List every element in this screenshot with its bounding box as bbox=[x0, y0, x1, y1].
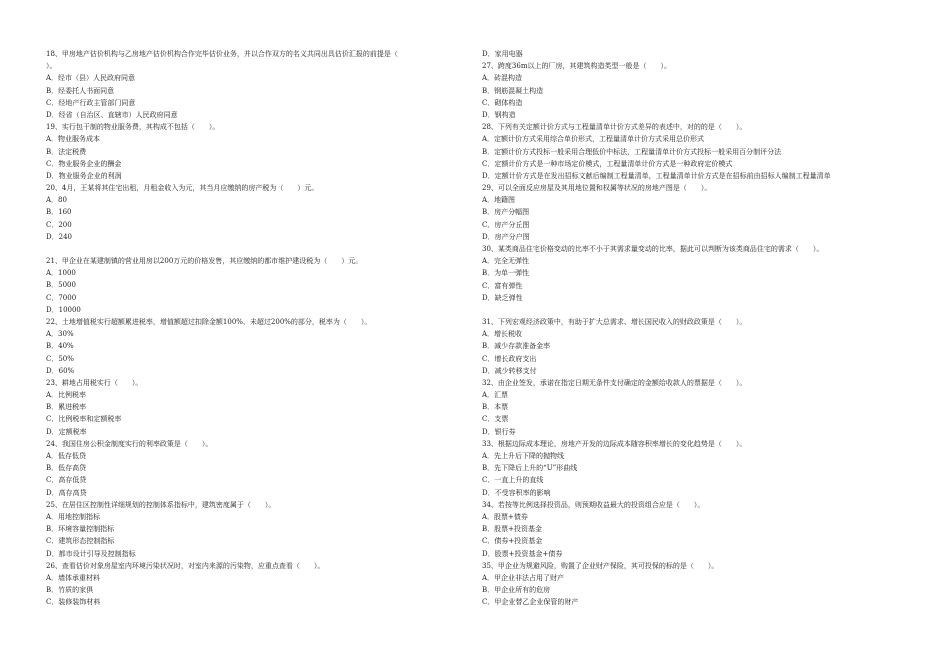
option: C．50% bbox=[46, 354, 74, 363]
option: A．甲企业非法占用了财产 bbox=[482, 573, 565, 582]
question-35-stem: 35、甲企业为规避风险，购置了企业财产保险，其可投保的标的是（ ）。 bbox=[482, 561, 719, 570]
question-33-stem: 33、根据边际成本理论，房地产开发的边际成本随容积率增长的变化趋势是（ ）。 bbox=[482, 439, 747, 448]
option: C．房产分丘图 bbox=[482, 220, 530, 229]
option: A．定额计价方式采用综合单价形式，工程量清单计价方式采用总价形式 bbox=[482, 135, 705, 144]
option: D．缺乏弹性 bbox=[482, 293, 523, 302]
option: B．环境容量控制指标 bbox=[46, 525, 115, 534]
option: C．定额计价方式是一种市场定价模式，工程量清单计价方式是一种政府定价模式 bbox=[482, 159, 733, 168]
option: D．不受容积率的影响 bbox=[482, 488, 551, 497]
option: C．装修装饰材料 bbox=[46, 598, 101, 607]
option: C．7000 bbox=[46, 293, 77, 302]
option: D．减少转移支付 bbox=[482, 366, 537, 375]
option: B．先下降后上升的“U”形曲线 bbox=[482, 464, 578, 473]
option: C．债券+投资基金 bbox=[482, 537, 543, 546]
question-34-stem: 34、若按等比例选择投资品，则预期收益最大的投资组合应是（ ）。 bbox=[482, 500, 705, 509]
option: B．为单一弹性 bbox=[482, 269, 530, 278]
option: A．完全无弹性 bbox=[482, 257, 530, 266]
option: B．甲企业所有的危房 bbox=[482, 586, 551, 595]
option: C．一直上升的直线 bbox=[482, 476, 544, 485]
option: C．甲企业替乙企业保管的财产 bbox=[482, 598, 579, 607]
option: B．5000 bbox=[46, 281, 76, 290]
option: C．高存低贷 bbox=[46, 476, 87, 485]
question-22-stem: 22、土地增值税实行超额累进税率，增值额超过扣除金额100%、未超过200%的部分，税率为（ ）。 bbox=[46, 317, 372, 326]
option: C．增长政府支出 bbox=[482, 354, 537, 363]
option: A．低存低贷 bbox=[46, 452, 87, 460]
option: D．10000 bbox=[46, 305, 81, 314]
option: D．240 bbox=[46, 232, 72, 241]
option: A．用地控制指标 bbox=[46, 512, 101, 521]
option: B．40% bbox=[46, 342, 74, 351]
option: A．80 bbox=[46, 196, 67, 205]
option: A．砖混构造 bbox=[482, 74, 523, 83]
question-19-stem: 19、实行包干制的物业服务费，其构成不包括（ ）。 bbox=[46, 123, 220, 132]
question-24-stem: 24、我国住房公积金制度实行的利率政策是（ ）。 bbox=[46, 439, 213, 448]
option: A．比例税率 bbox=[46, 391, 87, 400]
question-25-stem: 25、在居住区控制性详细规划的控制体系指标中，建筑密度属于（ ）。 bbox=[46, 500, 276, 509]
question-28-stem: 28、下列有关定额计价方式与工程量清单计价方式差异的表述中，对的的是（ ）。 bbox=[482, 123, 747, 132]
option: B．累进税率 bbox=[46, 403, 87, 412]
option: A．股票+债券 bbox=[482, 512, 528, 521]
option: A．1000 bbox=[46, 269, 76, 278]
option: A．经市（县）人民政府同意 bbox=[46, 74, 136, 83]
spacer bbox=[482, 304, 922, 316]
question-32-stem: 32、由企业签发，承诺在指定日期无条件支付确定的金额给收款人的票据是（ ）。 bbox=[482, 378, 747, 387]
question-18-stem: 18、甲房地产估价机构与乙房地产估价机构合作完毕估价业务，并以合作双方的名义共同出具估价汇报的前提是（ bbox=[46, 50, 398, 58]
option: D．钢构造 bbox=[482, 110, 516, 119]
option: B．本票 bbox=[482, 403, 509, 412]
option: D．都市设计引导及控制指标 bbox=[46, 549, 136, 558]
option: A．物业服务成本 bbox=[46, 135, 101, 144]
option: C．砌体构造 bbox=[482, 98, 523, 107]
option: B．竹质的家俱 bbox=[46, 586, 94, 595]
option: B．法定税费 bbox=[46, 147, 87, 156]
option: A．汇票 bbox=[482, 391, 509, 400]
option: D．银行券 bbox=[482, 427, 516, 436]
option: D．家用电器 bbox=[482, 50, 523, 58]
option: A．地籍图 bbox=[482, 196, 516, 205]
option: C．比例税率和定额税率 bbox=[46, 415, 122, 424]
spacer bbox=[46, 243, 466, 255]
question-20-stem: 20、4月，王某将其住宅出租，月租金收入为元，其当月应缴纳的房产税为（ ）元。 bbox=[46, 184, 319, 193]
option: B．低存高贷 bbox=[46, 464, 87, 473]
option: B．经委托人书面同意 bbox=[46, 86, 115, 95]
question-27-stem: 27、跨度36m以上的厂房，其建筑构造类型一般是（ ）。 bbox=[482, 62, 671, 71]
option: C．经地产行政主管部门同意 bbox=[46, 98, 136, 107]
question-31-stem: 31、下列宏观经济政策中，有助于扩大总需求、增长国民收入的财政政策是（ ）。 bbox=[482, 317, 747, 326]
option: D．房产分户图 bbox=[482, 232, 530, 241]
option: D．定额税率 bbox=[46, 427, 87, 436]
question-30-stem: 30、某类商品住宅价格变动的比率不小于其需求量变动的比率，据此可以判断为该类商品住宅的需求（ ）。 bbox=[482, 245, 824, 253]
option: B．房产分幅图 bbox=[482, 208, 530, 217]
option: A．30% bbox=[46, 330, 74, 339]
right-column bbox=[482, 48, 922, 608]
left-column bbox=[46, 48, 466, 608]
question-18-stem-cont: ）。 bbox=[46, 62, 57, 71]
question-29-stem: 29、可以全面反应房屋及其用地位置和权属等状况的房地产图是（ ）。 bbox=[482, 184, 712, 193]
option: B．钢筋混凝土构造 bbox=[482, 86, 544, 95]
option: B．股票+投资基金 bbox=[482, 525, 543, 534]
option: B．160 bbox=[46, 208, 72, 217]
question-26-stem: 26、查看估价对象房屋室内环境污染状况时，对室内来源的污染物，应重点查看（ ）。 bbox=[46, 561, 325, 570]
option: B．定额计价方式投标一般采用合理低价中标法，工程量清单计价方式投标一般采用百分制评分法 bbox=[482, 147, 782, 156]
option: C．200 bbox=[46, 220, 72, 229]
option: D．经省（自治区、直辖市）人民政府同意 bbox=[46, 110, 178, 119]
question-21-stem: 21、甲企业在某建制镇的营业用房以200万元的价格发售，其应缴纳的都市维护建设税为（ ）元。 bbox=[46, 257, 363, 265]
option: C．支票 bbox=[482, 415, 509, 424]
question-23-stem: 23、耕地占用税实行（ ）。 bbox=[46, 378, 143, 387]
option: C．物业服务企业的酬金 bbox=[46, 159, 122, 168]
option: D．60% bbox=[46, 366, 75, 375]
option: A．先上升后下降的抛物线 bbox=[482, 452, 565, 460]
option: D．股票+投资基金+债券 bbox=[482, 549, 563, 558]
option: A．墙体承重材料 bbox=[46, 573, 101, 582]
option: A．增长税收 bbox=[482, 330, 523, 339]
option: C．建筑形态控制指标 bbox=[46, 537, 115, 546]
option: D．定额计价方式是在发出招标文献后编制工程量清单，工程量清单计价方式是在招标前由招标人编制工程量清单 bbox=[482, 171, 831, 180]
option: D．物业服务企业的利润 bbox=[46, 171, 122, 180]
option: D．高存高贷 bbox=[46, 488, 87, 497]
option: C．富有弹性 bbox=[482, 281, 523, 290]
option: B．减少存款准备金率 bbox=[482, 342, 551, 351]
